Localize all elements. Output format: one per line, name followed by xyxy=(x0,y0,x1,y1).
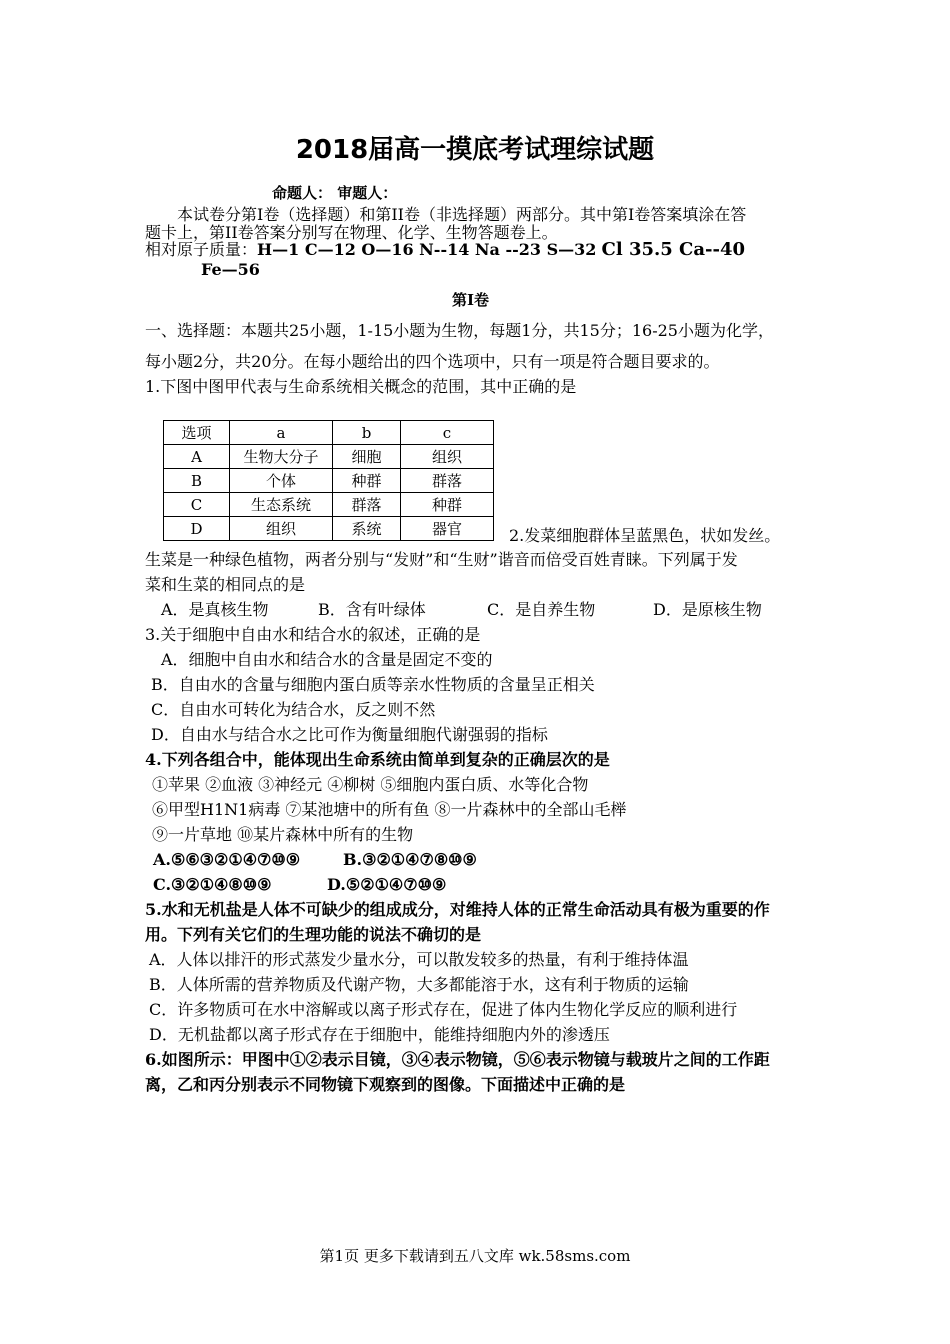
q4-items-1: ①苹果 ②血液 ③神经元 ④柳树 ⑤细胞内蛋白质、水等化合物 xyxy=(152,775,589,794)
table-row xyxy=(164,517,494,541)
atomic-mass-fe: Fe—56 xyxy=(201,260,260,279)
q4-option-c: C.③②①④⑧⑩⑨ xyxy=(153,875,272,894)
q4-items-2: ⑥甲型H1N1病毒 ⑦某池塘中的所有鱼 ⑧一片森林中的全部山毛榉 xyxy=(152,800,627,819)
table-row xyxy=(164,445,494,469)
q3-option-b: B．自由水的含量与细胞内蛋白质等亲水性物质的含量呈正相关 xyxy=(151,675,595,694)
q2-option-b: B．含有叶绿体 xyxy=(318,600,426,619)
q2-option-a: A．是真核生物 xyxy=(161,600,269,619)
table-cell: 种群 xyxy=(401,493,494,517)
atomic-mass-label: 相对原子质量： xyxy=(145,240,258,259)
q2-stem-1: 2.发菜细胞群体呈蓝黑色，状如发丝。 xyxy=(509,526,781,545)
q5-option-b: B．人体所需的营养物质及代谢产物，大多都能溶于水，这有利于物质的运输 xyxy=(149,975,689,994)
table-header-cell: 选项 xyxy=(164,421,230,445)
table-cell: 组织 xyxy=(230,517,333,541)
table-cell: 种群 xyxy=(333,469,401,493)
q4-items-3: ⑨一片草地 ⑩某片森林中所有的生物 xyxy=(152,825,414,844)
table-header-row xyxy=(164,421,494,445)
page-footer: 第1页 更多下载请到五八文库 wk.58sms.com xyxy=(319,1247,631,1265)
q4-option-a: A.⑤⑥③②①④⑦⑩⑨ xyxy=(153,850,301,869)
q5-stem-2: 用。下列有关它们的生理功能的说法不确切的是 xyxy=(145,925,482,944)
authors-line: 命题人： 审题人： xyxy=(272,184,398,202)
table-header-cell: a xyxy=(230,421,333,445)
table-cell: 细胞 xyxy=(333,445,401,469)
section-heading: 第Ⅰ卷 xyxy=(452,291,490,309)
q2-stem-2: 生菜是一种绿色植物，两者分别与“发财”和“生财”谐音而倍受百姓青睐。下列属于发 xyxy=(145,550,738,569)
q3-option-d: D．自由水与结合水之比可作为衡量细胞代谢强弱的指标 xyxy=(151,725,548,744)
table-cell: 生物大分子 xyxy=(230,445,333,469)
instructions-line-1: 一、选择题：本题共25小题，1-15小题为生物，每题1分，共15分；16-25小题为化学， xyxy=(145,321,774,340)
table-row xyxy=(164,493,494,517)
q1-options-table xyxy=(163,420,494,541)
q4-option-b: B.③②①④⑦⑧⑩⑨ xyxy=(343,850,477,869)
table-cell: B xyxy=(164,469,230,493)
table-header-cell: b xyxy=(333,421,401,445)
table-row xyxy=(164,469,494,493)
atomic-mass-line xyxy=(145,240,745,260)
q5-option-a: A．人体以排汗的形式蒸发少量水分，可以散发较多的热量，有利于维持体温 xyxy=(149,950,689,969)
table-cell: D xyxy=(164,517,230,541)
table-header-cell: c xyxy=(401,421,494,445)
table-cell: 系统 xyxy=(333,517,401,541)
q2-stem-3: 菜和生菜的相同点的是 xyxy=(145,575,306,594)
table-cell: C xyxy=(164,493,230,517)
q2-option-d: D．是原核生物 xyxy=(653,600,762,619)
q3-option-a: A．细胞中自由水和结合水的含量是固定不变的 xyxy=(161,650,493,669)
q6-stem-2: 离，乙和丙分别表示不同物镜下观察到的图像。下面描述中正确的是 xyxy=(145,1075,626,1094)
table-cell: 组织 xyxy=(401,445,494,469)
q5-option-c: C．许多物质可在水中溶解或以离子形式存在，促进了体内生物化学反应的顺利进行 xyxy=(149,1000,738,1019)
q4-option-d: D.⑤②①④⑦⑩⑨ xyxy=(327,875,447,894)
q4-stem: 4.下列各组合中，能体现出生命系统由简单到复杂的正确层次的是 xyxy=(145,750,610,769)
table-cell: 器官 xyxy=(401,517,494,541)
q5-stem-1: 5.水和无机盐是人体不可缺少的组成成分，对维持人体的正常生命活动具有极为重要的作 xyxy=(145,900,770,919)
table-cell: 群落 xyxy=(401,469,494,493)
intro-line-2: 题卡上，第II卷答案分别写在物理、化学、生物答题卷上。 xyxy=(145,223,558,242)
q3-stem: 3.关于细胞中自由水和结合水的叙述，正确的是 xyxy=(145,625,481,644)
atomic-mass-tail: Cl 35.5 Ca--40 xyxy=(601,239,746,260)
q1-stem: 1.下图中图甲代表与生命系统相关概念的范围，其中正确的是 xyxy=(145,377,577,396)
table-cell: 个体 xyxy=(230,469,333,493)
instructions-line-2: 每小题2分，共20分。在每小题给出的四个选项中，只有一项是符合题目要求的。 xyxy=(145,352,720,371)
intro-line-1: 本试卷分第Ⅰ卷（选择题）和第II卷（非选择题）两部分。其中第Ⅰ卷答案填涂在答 xyxy=(177,205,747,224)
table-cell: 生态系统 xyxy=(230,493,333,517)
q6-stem-1: 6.如图所示：甲图中①②表示目镜，③④表示物镜，⑤⑥表示物镜与载玻片之间的工作距 xyxy=(145,1050,770,1069)
atomic-mass-values: H—1 C—12 O—16 N--14 Na --23 S—32 xyxy=(257,240,597,259)
q2-option-c: C．是自养生物 xyxy=(487,600,596,619)
table-cell: 群落 xyxy=(333,493,401,517)
q3-option-c: C．自由水可转化为结合水，反之则不然 xyxy=(151,700,436,719)
table-cell: A xyxy=(164,445,230,469)
q5-option-d: D．无机盐都以离子形式存在于细胞中，能维持细胞内外的渗透压 xyxy=(149,1025,610,1044)
exam-title: 2018届高一摸底考试理综试题 xyxy=(295,135,655,165)
